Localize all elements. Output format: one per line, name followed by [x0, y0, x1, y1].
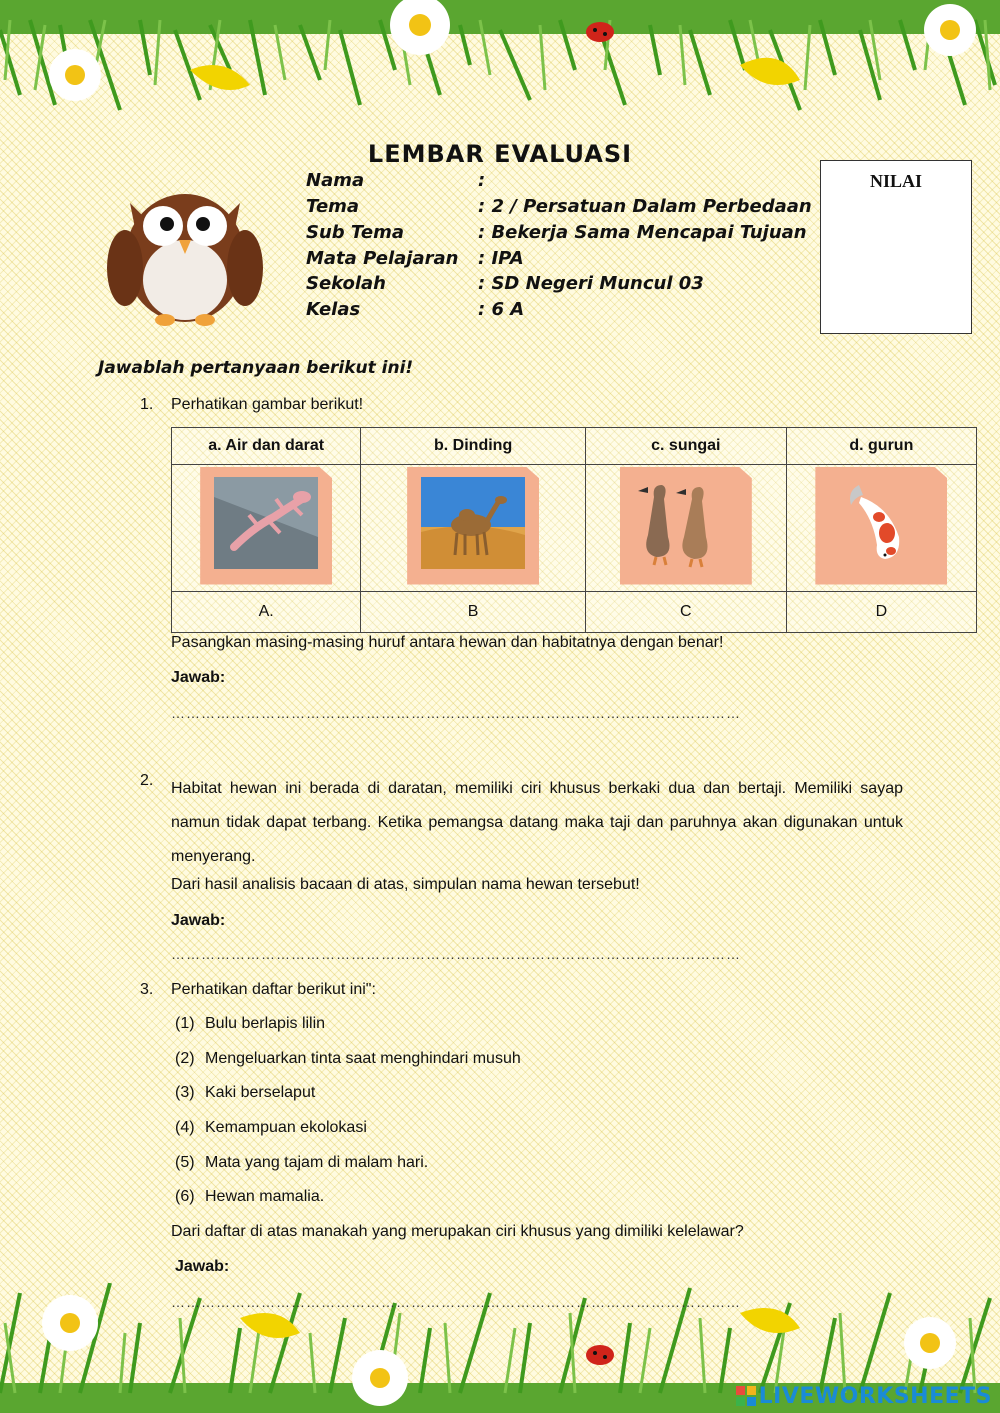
q2-task: Dari hasil analisis bacaan di atas, simpulan nama hewan tersebut!: [171, 876, 640, 893]
q1-number: 1.: [140, 396, 154, 413]
animal-letter-a: A.: [172, 592, 361, 633]
info-label-nama: Nama: [306, 170, 365, 191]
liveworksheets-watermark: LIVEWORKSHEETS: [736, 1384, 992, 1409]
list-item: (4) Kemampuan ekolokasi: [175, 1119, 367, 1136]
q1-task: Pasangkan masing-masing huruf antara hewan dan habitatnya dengan benar!: [171, 634, 724, 651]
animal-cell-a: [172, 465, 361, 592]
info-label-subtema: Sub Tema: [306, 222, 404, 243]
q2-line-2: namun tidak dapat terbang. Ketika pemangsa datang maka taji dan paruhnya akan digunakan untuk: [171, 814, 903, 831]
info-label-sekolah: Sekolah: [306, 273, 386, 294]
q3-answer-line[interactable]: ……………………………………………………………………………………………………: [171, 1294, 741, 1310]
liveworksheets-logo-icon: [736, 1386, 756, 1406]
q1-answer-label: Jawab:: [171, 669, 226, 686]
page-title: LEMBAR EVALUASI: [367, 140, 633, 168]
q2-line-3: menyerang.: [171, 848, 256, 865]
info-value-mapel: : IPA: [478, 248, 524, 269]
list-item: (3) Kaki berselaput: [175, 1084, 316, 1101]
animal-cell-c: [585, 465, 786, 592]
q3-task: Dari daftar di atas manakah yang merupakan ciri khusus yang dimiliki kelelawar?: [171, 1223, 744, 1240]
list-item: (1) Bulu berlapis lilin: [175, 1015, 326, 1032]
info-value-tema: : 2 / Persatuan Dalam Perbedaan: [478, 196, 812, 217]
list-item: (5) Mata yang tajam di malam hari.: [175, 1154, 429, 1171]
animal-letter-d: D: [786, 592, 976, 633]
info-value-subtema: : Bekerja Sama Mencapai Tujuan: [478, 222, 807, 243]
habitat-label-b: b. Dinding: [361, 428, 586, 465]
info-value-sekolah: : SD Negeri Muncul 03: [478, 273, 704, 294]
q1-answer-line[interactable]: ……………………………………………………………………………………………………: [171, 705, 741, 721]
animal-letter-c: C: [585, 592, 786, 633]
score-box[interactable]: [820, 160, 972, 334]
gecko-image: [200, 467, 332, 585]
owl-illustration: [95, 168, 275, 333]
q3-prompt: Perhatikan daftar berikut ini":: [171, 981, 376, 998]
q2-number: 2.: [140, 772, 154, 789]
q2-line-1: Habitat hewan ini berada di daratan, memiliki ciri khusus berkaki dua dan bertaji. Memiliki sayap: [171, 780, 903, 797]
q1-options-table: [171, 427, 977, 633]
list-item: (6) Hewan mamalia.: [175, 1188, 325, 1205]
info-label-tema: Tema: [306, 196, 360, 217]
q3-number: 3.: [140, 981, 154, 998]
habitat-label-a: a. Air dan darat: [172, 428, 361, 465]
koi-fish-image: [815, 467, 947, 585]
info-label-kelas: Kelas: [306, 299, 361, 320]
grass-border-top: [0, 0, 1000, 120]
info-label-mapel: Mata Pelajaran: [306, 248, 459, 269]
animal-cell-d: [786, 465, 976, 592]
info-value-nama: :: [478, 170, 486, 191]
camel-image: [407, 467, 539, 585]
habitat-label-c: c. sungai: [585, 428, 786, 465]
list-item: (2) Mengeluarkan tinta saat menghindari musuh: [175, 1050, 521, 1067]
instruction-text: Jawablah pertanyaan berikut ini!: [98, 358, 414, 378]
q2-answer-label: Jawab:: [171, 912, 226, 929]
habitat-label-d: d. gurun: [786, 428, 976, 465]
animal-cell-b: [361, 465, 586, 592]
animal-letter-b: B: [361, 592, 586, 633]
info-value-kelas: : 6 A: [478, 299, 525, 320]
score-label: NILAI: [869, 171, 922, 191]
ducks-image: [620, 467, 752, 585]
q2-answer-line[interactable]: ……………………………………………………………………………………………………: [171, 946, 741, 962]
q1-prompt: Perhatikan gambar berikut!: [171, 396, 364, 413]
q2-paragraph: [171, 772, 903, 874]
q3-answer-label: Jawab:: [175, 1258, 230, 1275]
